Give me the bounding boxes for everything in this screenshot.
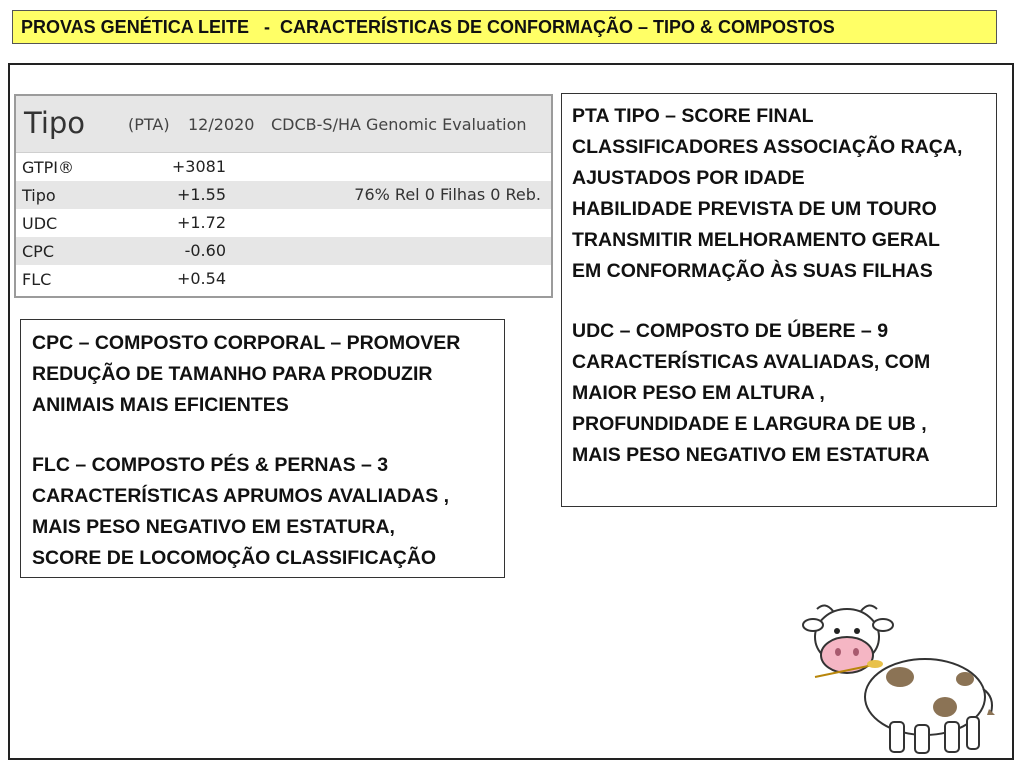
composites-text-box	[20, 319, 505, 578]
cow-illustration	[795, 597, 1005, 757]
row-value: +1.55	[176, 185, 226, 204]
pta-line: TRANSMITIR MELHORAMENTO GERAL	[572, 229, 940, 251]
pta-line: CLASSIFICADORES ASSOCIAÇÃO RAÇA,	[572, 136, 963, 158]
table-row	[16, 265, 551, 293]
row-label: GTPI®	[22, 158, 74, 177]
pta-table	[14, 94, 553, 298]
table-row	[16, 153, 551, 181]
cpc-line: ANIMAIS MAIS EFICIENTES	[32, 394, 289, 416]
pta-tipo-text-box	[561, 93, 997, 507]
udc-line: MAIOR PESO EM ALTURA ,	[572, 382, 825, 404]
cpc-line: REDUÇÃO DE TAMANHO PARA PRODUZIR	[32, 363, 433, 385]
table-row	[16, 237, 551, 265]
udc-line: UDC – COMPOSTO DE ÚBERE – 9	[572, 320, 889, 342]
pta-line: PTA TIPO – SCORE FINAL	[572, 105, 814, 127]
row-reliability: 76% Rel 0 Filhas 0 Reb.	[354, 185, 541, 204]
pta-table-header	[16, 96, 551, 153]
table-row	[16, 209, 551, 237]
flc-line: SCORE DE LOCOMOÇÃO CLASSIFICAÇÃO	[32, 547, 437, 569]
row-label: FLC	[22, 270, 52, 289]
pta-table-heading: Tipo	[24, 106, 86, 140]
flc-line: FLC – COMPOSTO PÉS & PERNAS – 3	[32, 454, 389, 476]
pta-line: HABILIDADE PREVISTA DE UM TOURO	[572, 198, 937, 220]
row-value: +3081	[171, 157, 226, 176]
pta-line: EM CONFORMAÇÃO ÀS SUAS FILHAS	[572, 260, 933, 282]
pta-line: AJUSTADOS POR IDADE	[572, 167, 805, 189]
row-value: +1.72	[176, 213, 226, 232]
row-value: -0.60	[184, 241, 226, 260]
page-title: PROVAS GENÉTICA LEITE - CARACTERÍSTICAS DE CONFORMAÇÃO – TIPO & COMPOSTOS	[12, 10, 997, 44]
udc-line: CARACTERÍSTICAS AVALIADAS, COM	[572, 351, 931, 373]
row-label: Tipo	[22, 186, 56, 205]
row-label: UDC	[22, 214, 58, 233]
evaluation-date: 12/2020	[188, 115, 255, 134]
row-value: +0.54	[176, 269, 226, 288]
pta-label: (PTA)	[128, 115, 170, 134]
cpc-line: CPC – COMPOSTO CORPORAL – PROMOVER	[32, 332, 461, 354]
row-label: CPC	[22, 242, 54, 261]
udc-line: PROFUNDIDADE E LARGURA DE UB ,	[572, 413, 927, 435]
udc-line: MAIS PESO NEGATIVO EM ESTATURA	[572, 444, 930, 466]
flc-line: CARACTERÍSTICAS APRUMOS AVALIADAS ,	[32, 485, 450, 507]
evaluation-name: CDCB-S/HA Genomic Evaluation	[271, 115, 527, 134]
flc-line: MAIS PESO NEGATIVO EM ESTATURA,	[32, 516, 395, 538]
table-row	[16, 181, 551, 209]
